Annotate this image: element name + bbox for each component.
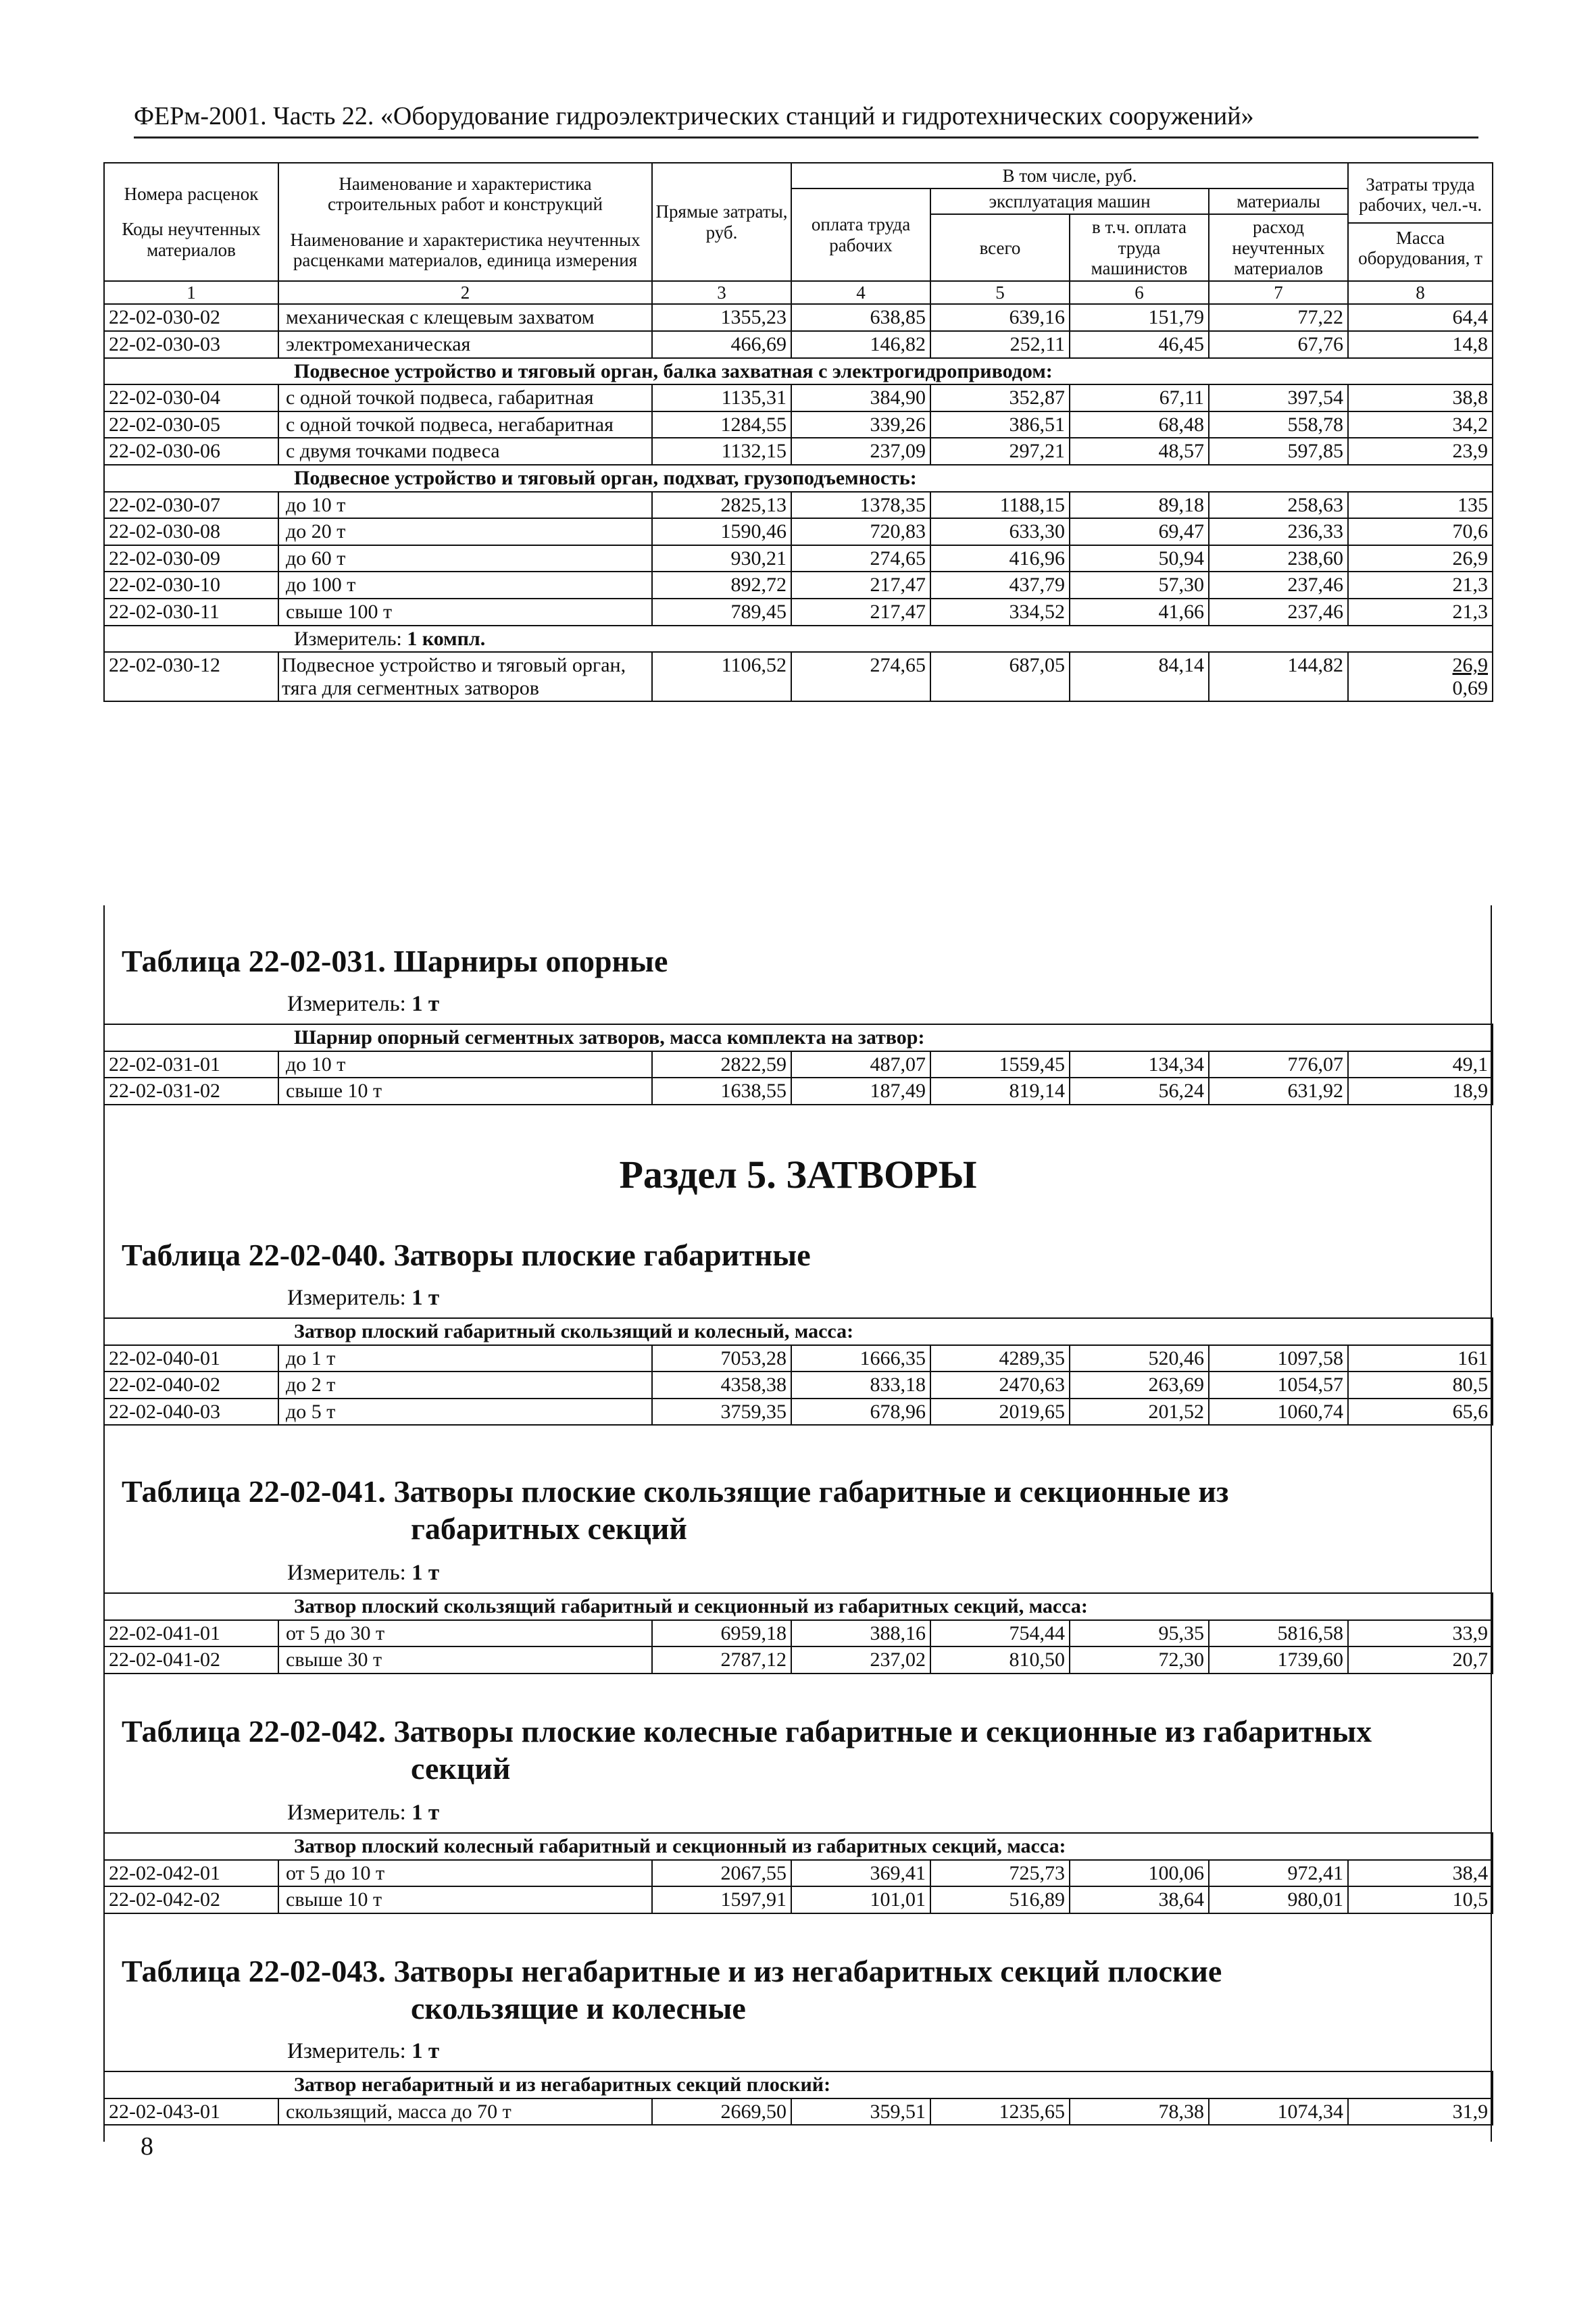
section-row: Подвесное устройство и тяговый орган, подхват, грузоподъемность: xyxy=(104,465,1493,492)
table-title: Таблица 22-02-040. Затворы плоские габаритные xyxy=(122,1238,811,1272)
col-header-wages: оплата труда рабочих xyxy=(791,188,930,281)
section-title: Раздел 5. ЗАТВОРЫ xyxy=(619,1153,977,1197)
col-header-code: Номера расценок Коды неучтенных материалов xyxy=(104,163,278,281)
section-row: Затвор плоский скользящий габаритный и секционный из габаритных секций, масса: xyxy=(104,1593,1493,1620)
column-index-row: 1 2 3 4 5 6 7 8 xyxy=(104,281,1493,304)
table-title: Таблица 22-02-041. Затворы плоские скользящие габаритные и секционные из габаритных секций xyxy=(122,1474,1229,1546)
col-header-material-use: расход неучтенных материалов xyxy=(1209,214,1348,281)
table-031 xyxy=(103,1024,1492,1105)
table-title: Таблица 22-02-042. Затворы плоские колесные габаритные и секционные из габаритных секций xyxy=(122,1714,1372,1786)
measure-line: Измеритель: 1 т xyxy=(287,2039,440,2063)
col-header-group: В том числе, руб. xyxy=(791,163,1348,188)
section-row: Затвор плоский колесный габаритный и секционный из габаритных секций, масса: xyxy=(104,1833,1493,1860)
table-row: 22-02-041-01 от 5 до 30 т 6959,18 388,16 754,44 95,35 5816,58 33,9 xyxy=(104,1620,1493,1647)
table-041 xyxy=(103,1592,1492,1674)
col-header-direct-costs: Прямые затраты, руб. xyxy=(652,163,791,281)
table-row: 22-02-042-01 от 5 до 10 т 2067,55 369,41 725,73 100,06 972,41 38,4 xyxy=(104,1860,1493,1887)
col-header-labor: Затраты труда рабочих, чел.-ч. Масса оборудования, т xyxy=(1348,163,1493,281)
col-header-operator-wages: в т.ч. оплата труда машинистов xyxy=(1070,214,1209,281)
table-row: 22-02-030-05 с одной точкой подвеса, негабаритная 1284,55 339,26 386,51 68,48 558,78 34,2 xyxy=(104,411,1493,438)
measure-line: Измеритель: 1 т xyxy=(287,1561,440,1585)
page-number: 8 xyxy=(141,2132,153,2161)
table-row: 22-02-040-03 до 5 т 3759,35 678,96 2019,65 201,52 1060,74 65,6 xyxy=(104,1399,1493,1426)
table-title: Таблица 22-02-031. Шарниры опорные xyxy=(122,944,668,978)
table-043 xyxy=(103,2071,1492,2126)
table-row: 22-02-043-01 скользящий, масса до 70 т 2669,50 359,51 1235,65 78,38 1074,34 31,9 xyxy=(104,2098,1493,2126)
table-row: 22-02-030-11 свыше 100 т 789,45 217,47 334,52 41,66 237,46 21,3 xyxy=(104,599,1493,626)
table-row: 22-02-030-07 до 10 т 2825,13 1378,35 1188,15 89,18 258,63 135 xyxy=(104,492,1493,519)
main-table xyxy=(103,162,1492,702)
table-row: 22-02-030-06 с двумя точками подвеса 1132,15 237,09 297,21 48,57 597,85 23,9 xyxy=(104,438,1493,465)
table-row: 22-02-030-10 до 100 т 892,72 217,47 437,79 57,30 237,46 21,3 xyxy=(104,572,1493,599)
col-header-name: Наименование и характеристика строительных работ и конструкций Наименование и характеристика неучтенных расценками материалов, единица измерения xyxy=(278,163,652,281)
table-row: 22-02-040-01 до 1 т 7053,28 1666,35 4289,35 520,46 1097,58 161 xyxy=(104,1345,1493,1372)
table-title: Таблица 22-02-043. Затворы негабаритные и из негабаритных секций плоские скользящие и колесные xyxy=(122,1954,1222,2026)
table-row: 22-02-031-01 до 10 т 2822,59 487,07 1559,45 134,34 776,07 49,1 xyxy=(104,1051,1493,1078)
table-row: 22-02-040-02 до 2 т 4358,38 833,18 2470,63 263,69 1054,57 80,5 xyxy=(104,1372,1493,1399)
table-row: 22-02-030-04 с одной точкой подвеса, габаритная 1135,31 384,90 352,87 67,11 397,54 38,8 xyxy=(104,384,1493,411)
col-header-machines-total: всего xyxy=(930,214,1070,281)
table-row: 22-02-042-02 свыше 10 т 1597,91 101,01 516,89 38,64 980,01 10,5 xyxy=(104,1886,1493,1913)
table-040 xyxy=(103,1317,1492,1426)
table-row: 22-02-030-03 электромеханическая 466,69 146,82 252,11 46,45 67,76 14,8 xyxy=(104,331,1493,358)
measure-row: Измеритель: 1 компл. xyxy=(104,626,1493,653)
col-header-machines: эксплуатация машин xyxy=(930,188,1209,214)
measure-line: Измеритель: 1 т xyxy=(287,992,440,1016)
measure-line: Измеритель: 1 т xyxy=(287,1286,440,1310)
table-row: 22-02-030-12 Подвесное устройство и тяговый орган, тяга для сегментных затворов 1106,52 274,65 687,05 84,14 144,82 26,9 0,69 xyxy=(104,652,1493,701)
table-row: 22-02-031-02 свыше 10 т 1638,55 187,49 819,14 56,24 631,92 18,9 xyxy=(104,1078,1493,1105)
table-row: 22-02-041-02 свыше 30 т 2787,12 237,02 810,50 72,30 1739,60 20,7 xyxy=(104,1646,1493,1674)
section-row: Затвор негабаритный и из негабаритных секций плоский: xyxy=(104,2071,1493,2098)
measure-line: Измеритель: 1 т xyxy=(287,1801,440,1825)
section-row: Шарнир опорный сегментных затворов, масса комплекта на затвор: xyxy=(104,1024,1493,1051)
table-row: 22-02-030-08 до 20 т 1590,46 720,83 633,30 69,47 236,33 70,6 xyxy=(104,518,1493,545)
table-042 xyxy=(103,1832,1492,1914)
col-header-materials: материалы xyxy=(1209,188,1348,214)
section-row: Затвор плоский габаритный скользящий и колесный, масса: xyxy=(104,1318,1493,1345)
page-header: ФЕРм-2001. Часть 22. «Оборудование гидроэлектрических станций и гидротехнических сооружений» xyxy=(134,101,1478,139)
table-row: 22-02-030-09 до 60 т 930,21 274,65 416,96 50,94 238,60 26,9 xyxy=(104,545,1493,572)
table-row: 22-02-030-02 механическая с клещевым захватом 1355,23 638,85 639,16 151,79 77,22 64,4 xyxy=(104,304,1493,331)
section-row: Подвесное устройство и тяговый орган, балка захватная с электрогидроприводом: xyxy=(104,358,1493,385)
